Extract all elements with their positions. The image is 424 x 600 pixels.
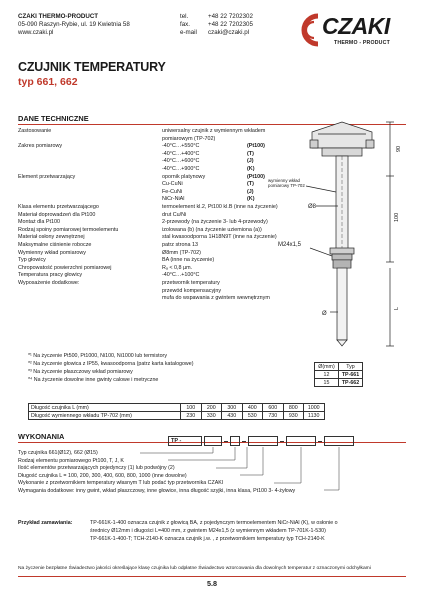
table-cell: 930 xyxy=(283,412,304,420)
drawing-dim-90: 90 xyxy=(396,145,402,152)
table-row xyxy=(315,379,363,387)
order-code-box xyxy=(324,436,354,446)
contact-label: tel. xyxy=(180,13,189,20)
spec-value-code: (T) xyxy=(247,150,254,157)
spec-key: Typ głowicy xyxy=(18,257,46,264)
sensor-drawing xyxy=(262,116,412,364)
company-address-block xyxy=(18,13,130,38)
spec-value: -40°C…+400°C xyxy=(162,150,200,157)
drawing-dim-100: 100 xyxy=(394,212,400,222)
table-cell: 100 xyxy=(181,404,202,412)
table-cell: 600 xyxy=(263,404,284,412)
spec-key: Temperatura pracy głowicy xyxy=(18,272,83,279)
spec-key: Chropowatość powierzchni pomiarowej xyxy=(18,264,112,271)
order-code-prefix: TP - xyxy=(168,436,202,446)
spec-key: Materiał doprowadzeń dla Pt100 xyxy=(18,211,96,218)
footnote: *⁴ Na życzenie dowolne inne gwinty calowe i metryczne xyxy=(28,377,159,383)
spec-value: -40°C…+550°C xyxy=(162,143,200,150)
spec-value-code: (K) xyxy=(247,196,255,203)
spec-key: Klasa elementu przetwarzającego xyxy=(18,204,99,210)
drawing-label-insert-2: pomiarowy TP-702 xyxy=(268,183,305,188)
table-header-cell: Typ xyxy=(339,363,363,371)
order-code-box xyxy=(248,436,278,446)
order-line: Typ czujnika 661(Ø12), 662 (Ø15) xyxy=(18,450,98,456)
length-table xyxy=(28,403,325,420)
order-code-dash xyxy=(224,441,228,442)
spec-value: -40°C…+600°C xyxy=(162,158,200,165)
contact-value: +48 22 7202302 xyxy=(208,13,253,20)
footnote: *² Na życzenie głowica z IP55, kwasoodporna (patrz karta katalogowe) xyxy=(28,361,194,367)
order-line: Długość czujnika L = 100, 200, 300, 400, 600, 800, 1000 (inne dowolne) xyxy=(18,472,187,479)
drawing-label-insert: wymienny wkład xyxy=(268,178,300,183)
table-cell: 530 xyxy=(242,412,263,420)
contact-block xyxy=(180,13,253,38)
spec-key: Element przetwarzający xyxy=(18,173,76,180)
table-row xyxy=(315,371,363,379)
contact-value: +48 22 7202305 xyxy=(208,21,253,29)
spec-key: Zakres pomiarowy xyxy=(18,143,63,150)
spec-value: -40°C…+900°C xyxy=(162,166,200,172)
contact-value[interactable]: czaki@czaki.pl xyxy=(208,29,250,37)
drawing-label-thread: M24x1,5 xyxy=(278,242,302,248)
spec-key: Wymienny wkład pomiarowy xyxy=(18,249,86,256)
table-cell: TP-661 xyxy=(339,371,363,379)
spec-value: 2-przewody (na życzenie 3- lub 4-przewody) xyxy=(162,219,268,226)
table-cell: 400 xyxy=(242,404,263,412)
spec-key: Montaż dla Pt100 xyxy=(18,219,60,226)
spec-value: Fe-CuNi xyxy=(162,188,183,195)
diameter-type-table xyxy=(314,362,363,387)
order-code-box xyxy=(286,436,316,446)
spec-value-code: (K) xyxy=(247,166,255,172)
spec-value: Cu-CuNi xyxy=(162,181,183,188)
spec-value: Rₐ < 0,8 µm. xyxy=(162,264,193,271)
spec-value-code: (T) xyxy=(247,181,254,188)
table-row xyxy=(29,412,325,420)
example-line: średnicy Ø12mm i długości L=400 mm, z gwintem M24x1,5 (z wymiennym wkładem TP-701K-1-530) xyxy=(90,528,326,534)
table-cell: 12 xyxy=(315,371,339,379)
order-code-dash xyxy=(242,441,246,442)
company-website[interactable]: www.czaki.pl xyxy=(18,29,54,37)
spec-value: stal kwasoodporna 1H18N9T (inne na życzenie) xyxy=(162,234,277,241)
table-cell: 330 xyxy=(201,412,222,420)
table-cell: 430 xyxy=(222,412,243,420)
table-cell: 800 xyxy=(283,404,304,412)
example-line: TP-661K-1-400 oznacza czujnik z głowicą BA, z pojedynczym termoelementem NiCr-NiAl (K), w osłonie o xyxy=(90,520,338,526)
order-line: Rodzaj elementu pomiarowego Pt100, T, J, K xyxy=(18,457,124,464)
logo-text: CZAKI xyxy=(322,13,390,39)
contact-row-fax xyxy=(180,21,253,29)
spec-key: Zastosowanie xyxy=(18,128,52,134)
footnote: *³ Na życzenie płaszczowy wkład pomiarowy xyxy=(28,369,133,375)
quality-note: Na życzenie bezpłatne Świadectwo jakości określające klasę czujnika lub odpłatne Świadectwo wzorcowania dla dowolnych temperatur z oznaczonymi odchyłkami xyxy=(18,566,371,571)
table-header-row xyxy=(315,363,363,371)
spec-value: Ø8mm (TP-702) xyxy=(162,249,201,256)
table-cell: 200 xyxy=(201,404,222,412)
table-row xyxy=(29,404,325,412)
table-row-label: Długość wymiennego wkładu TP-702 (mm) xyxy=(29,412,181,420)
table-cell: 230 xyxy=(181,412,202,420)
company-name: CZAKI THERMO-PRODUCT xyxy=(18,13,99,20)
table-row-label: Długość czujnika L (mm) xyxy=(29,404,181,412)
drawing-label-d8: Ø8 xyxy=(308,204,317,210)
spec-value: pomiarowym (TP-702) xyxy=(162,135,216,142)
spec-value: przetwornik temperatury xyxy=(162,280,220,286)
specs-heading: DANE TECHNICZNE xyxy=(18,114,89,123)
order-code-box xyxy=(230,436,240,446)
spec-value: izolowana (b) (na życzenie uziemiona (a)) xyxy=(162,226,262,233)
table-cell: TP-662 xyxy=(339,379,363,387)
table-cell: 730 xyxy=(263,412,284,420)
table-cell: 1000 xyxy=(304,404,325,412)
spec-key: Rodzaj spoiny pomiarowej termoelementu xyxy=(18,226,119,233)
contact-label: e-mail xyxy=(180,29,197,37)
table-cell: 1130 xyxy=(304,412,325,420)
company-address: 05-090 Raszyn-Rybie, ul. 19 Kwietnia 58 xyxy=(18,21,130,29)
table-cell: 300 xyxy=(222,404,243,412)
contact-row-email xyxy=(180,29,253,37)
spec-key: Materiał osłony zewnętrznej xyxy=(18,234,85,241)
example-label: Przykład zamawiania: xyxy=(18,520,73,526)
order-line: Wykonanie z przetwornikiem temperatury własnym T lub podać typ przetwornika CZAKI xyxy=(18,480,224,486)
spec-value-code: (Pt100) xyxy=(247,173,265,180)
contact-label: fax. xyxy=(180,21,190,29)
drawing-dim-l: L xyxy=(394,306,400,310)
spec-value-code: (J) xyxy=(247,158,254,165)
table-header-cell: Ø(mm) xyxy=(315,363,339,371)
footnote: *¹ Na życzenie Pt500, Pt1000, Ni100, Ni1000 lub termistory xyxy=(28,353,167,359)
example-line: TP-661K-1-400-T; TCH-2140-K oznacza czujnik j.w. , z przetwornikiem temperatury typ TCH-2140-K xyxy=(90,536,325,542)
spec-value: patrz strona 13 xyxy=(162,242,198,248)
order-code-dash xyxy=(318,441,322,442)
page-number: 5.8 xyxy=(207,579,217,588)
spec-value: BA (inne na życzenie) xyxy=(162,257,215,264)
order-heading: WYKONANIA xyxy=(18,432,65,441)
spec-value: -40°C…+100°C xyxy=(162,272,200,279)
spec-value: NiCr-NiAl xyxy=(162,196,185,203)
spec-key: Wyposażenie dodatkowe: xyxy=(18,280,80,286)
spec-value: przewód kompensacyjny xyxy=(162,287,222,294)
page-subtitle: typ 661, 662 xyxy=(18,76,78,88)
order-line: Ilość elementów przetwarzających pojedynczy (1) lub podwójny (2) xyxy=(18,465,175,471)
drawing-label-phi: Ø xyxy=(322,311,327,317)
table-cell: 15 xyxy=(315,379,339,387)
logo-subtext: THERMO - PRODUCT xyxy=(334,40,390,46)
order-line: Wymagania dodatkowe: inny gwint, wkład płaszczowy, inne głowice, inna długość szyjki, inna klasa, Pt100 3- 4-żyłowy xyxy=(18,487,296,494)
page-title: CZUJNIK TEMPERATURY xyxy=(18,60,166,74)
spec-value: opornik platynowy xyxy=(162,173,206,180)
spec-value: mufa do wspawania z gwintem wewnętrznym xyxy=(162,295,270,302)
spec-value: drut Cu/Ni xyxy=(162,211,187,218)
spec-value-code: (J) xyxy=(247,188,254,195)
spec-value-code: (Pt100) xyxy=(247,143,265,150)
section-divider xyxy=(18,576,406,577)
spec-value: termoelement kl.2, Pt100 kl.B (inne na życzenie) xyxy=(162,204,278,210)
order-code-dash xyxy=(280,441,284,442)
spec-key: Maksymalne ciśnienie robocze xyxy=(18,242,92,248)
spec-value: uniwersalny czujnik z wymiennym wkładem xyxy=(162,128,266,134)
contact-row-tel xyxy=(180,13,253,21)
order-code-box xyxy=(204,436,222,446)
